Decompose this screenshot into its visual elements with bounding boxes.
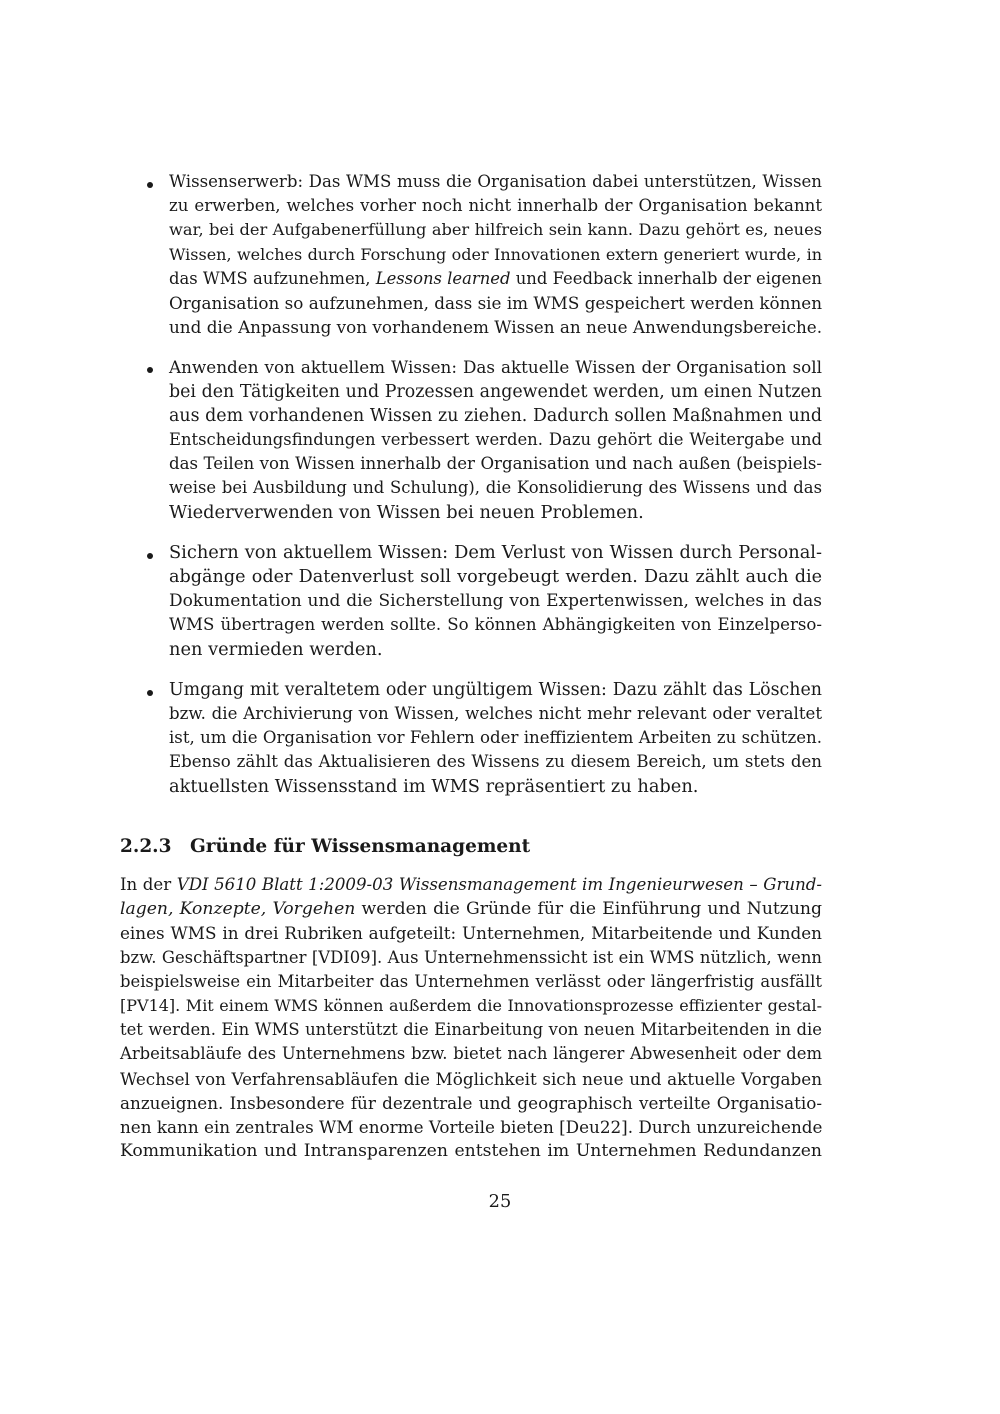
italic-citation: VDI 5610 Blatt 1:2009-03 Wissensmanagement im Ingenieurwesen – Grund- [176, 875, 822, 894]
text-line: [PV14]. Mit einem WMS können außerdem die Innovationsprozesse effizienter gestal- [120, 996, 822, 1016]
text-line [120, 873, 822, 897]
body-paragraph [120, 873, 822, 1163]
text-line: WMS übertragen werden sollte. So können Abhängigkeiten von Einzelperso- [169, 615, 822, 635]
text-line: das Teilen von Wissen innerhalb der Organisation und nach außen (beispiels- [169, 454, 822, 474]
text-line [120, 897, 822, 921]
text-line: bzw. Geschäftspartner [VDI09]. Aus Unternehmenssicht ist ein WMS nützlich, wenn [120, 947, 822, 967]
text-line: Wiederverwenden von Wissen bei neuen Problemen. [169, 501, 644, 523]
section-number: 2.2.3 [120, 836, 172, 857]
text-segment: In der [120, 875, 177, 894]
text-line: ist, um die Organisation vor Fehlern oder ineffizientem Arbeiten zu schützen. [169, 728, 822, 748]
text-line: abgänge oder Datenverlust soll vorgebeugt werden. Dazu zählt auch die [169, 567, 822, 588]
text-line: Organisation so aufzunehmen, dass sie im WMS gespeichert werden können [169, 293, 823, 314]
text-line: nen kann ein zentrales WM enorme Vorteile bieten [Deu22]. Durch unzureichende [120, 1117, 823, 1138]
text-line: bzw. die Archivierung von Wissen, welches nicht mehr relevant oder veraltet [169, 704, 822, 724]
text-line: Sichern von aktuellem Wissen: Dem Verlust von Wissen durch Personal- [169, 541, 822, 563]
text-line: anzueignen. Insbesondere für dezentrale und geographisch verteilte Organisatio- [120, 1092, 822, 1113]
bullet-item-wissenserwerb [120, 170, 822, 339]
text-line: tet werden. Ein WMS unterstützt die Einarbeitung von neuen Mitarbeitenden in die [120, 1020, 822, 1040]
text-line: nen vermieden werden. [169, 638, 383, 660]
text-line: Kommunikation und Intransparenzen entstehen im Unternehmen Redundanzen [120, 1141, 822, 1162]
text-line: aus dem vorhandenen Wissen zu ziehen. Dadurch sollen Maßnahmen und [169, 405, 822, 426]
bullet-icon [147, 690, 153, 696]
page-number: 25 [488, 1191, 512, 1212]
text-line: Umgang mit veraltetem oder ungültigem Wissen: Dazu zählt das Löschen [169, 679, 822, 700]
text-segment: werden die Gründe für die Einführung und Nutzung [355, 899, 823, 920]
bullet-icon [147, 182, 153, 188]
text-line: Dokumentation und die Sicherstellung von Expertenwissen, welches in das [169, 591, 822, 612]
requirements-bullet-list [120, 170, 822, 815]
bullet-item-anwenden [120, 355, 822, 524]
bullet-item-sichern [120, 541, 822, 662]
text-line: war, bei der Aufgabenerfüllung aber hilfreich sein kann. Dazu gehört es, neues [169, 220, 822, 240]
text-segment: das WMS aufzunehmen, [169, 268, 376, 288]
text-line: zu erwerben, welches vorher noch nicht innerhalb der Organisation bekannt [169, 196, 822, 216]
text-line: Anwenden von aktuellem Wissen: Das aktuelle Wissen der Organisation soll [169, 357, 822, 378]
text-line: Arbeitsabläufe des Unternehmens bzw. bietet nach längerer Abwesenheit oder dem [120, 1044, 822, 1064]
text-line: weise bei Ausbildung und Schulung), die Konsolidierung des Wissens und das [169, 478, 822, 498]
text-line: Ebenso zählt das Aktualisieren des Wissens zu diesem Bereich, um stets den [169, 752, 822, 772]
text-line: bei den Tätigkeiten und Prozessen angewendet werden, um einen Nutzen [169, 381, 822, 402]
text-line [169, 267, 822, 291]
text-line: Entscheidungsfindungen verbessert werden. Dazu gehört die Weitergabe und [169, 430, 822, 450]
text-segment: und Feedback innerhalb der eigenen [510, 268, 822, 288]
text-line: beispielsweise ein Mitarbeiter das Unternehmen verlässt oder längerfristig ausfällt [120, 971, 822, 991]
bullet-icon [147, 553, 153, 559]
bullet-icon [147, 367, 153, 373]
section-title: Gründe für Wissensmanagement [190, 836, 531, 857]
text-line: aktuellsten Wissensstand im WMS repräsentiert zu haben. [169, 775, 699, 797]
text-line: eines WMS in drei Rubriken aufgeteilt: Unternehmen, Mitarbeitende und Kunden [120, 923, 822, 944]
text-line: Wissenserwerb: Das WMS muss die Organisation dabei unterstützen, Wissen [169, 172, 822, 191]
bullet-item-umgang [120, 678, 822, 799]
italic-term: Lessons learned [375, 268, 511, 288]
section-heading [120, 834, 822, 860]
italic-citation: lagen, Konzepte, Vorgehen [120, 899, 356, 920]
text-line: Wissen, welches durch Forschung oder Innovationen extern generiert wurde, in [169, 244, 822, 264]
text-line: Wechsel von Verfahrensabläufen die Möglichkeit sich neue und aktuelle Vorgaben [120, 1068, 822, 1089]
text-line: und die Anpassung von vorhandenem Wissen an neue Anwendungsbereiche. [169, 317, 823, 338]
